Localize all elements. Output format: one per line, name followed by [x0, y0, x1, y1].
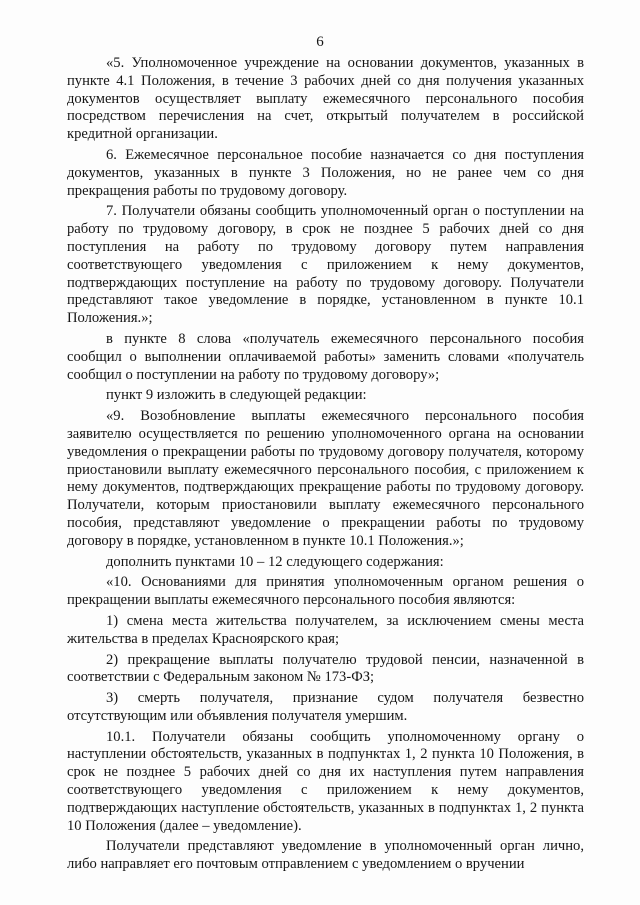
paragraph: «10. Основаниями для принятия уполномоченным органом решения о прекращении выплаты ежемесячного персонального пособия являются: — [67, 574, 584, 609]
paragraph: «5. Уполномоченное учреждение на основании документов, указанных в пункте 4.1 Положения, в течение 3 рабочих дней со дня получения указанных документов осуществляет выплату ежемесячного персонального пособия посредством перечисления на счет, открытый получателем в российской кредитной организации. — [67, 55, 584, 143]
paragraph: «9. Возобновление выплаты ежемесячного персонального пособия заявителю осуществляется по решению уполномоченного органа на основании уведомления о прекращении работы по трудовому договору получателя, которому приостановили выплату ежемесячного персонального пособия, с приложением к нему документов, подтверждающих прекращение работы по трудовому договору. Получатели, которым приостановили выплату ежемесячного персонального пособия, представляют уведомление о прекращении работы по трудовому договору в порядке, установленном в пункте 10.1 Положения.»; — [67, 408, 584, 549]
paragraph: дополнить пунктами 10 – 12 следующего содержания: — [106, 553, 444, 570]
paragraph: 2) прекращение выплаты получателю трудовой пенсии, назначенной в соответствии с Федеральным законом № 173-ФЗ; — [67, 651, 584, 686]
paragraph: 7. Получатели обязаны сообщить уполномоченный орган о поступлении на работу по трудовому договору, в срок не позднее 5 рабочих дней со дня поступления на работу по трудовому договору путем направления соответствующего уведомления с приложением к нему документов, подтверждающих поступление на работу по трудовому договору. Получатели представляют такое уведомление в порядке, установленном в пункте 10.1 Положения.»; — [67, 203, 584, 327]
document-body — [67, 55, 584, 874]
paragraph: в пункте 8 слова «получатель ежемесячного персонального пособия сообщил о выполнении оплачиваемой работы» заменить словами «получатель сообщил о поступлении на работу по трудовому договору»; — [67, 330, 584, 383]
paragraph: Получатели представляют уведомление в уполномоченный орган лично, либо направляет его почтовым отправлением с уведомлением о вручении — [67, 838, 584, 873]
paragraph: 3) смерть получателя, признание судом получателя безвестно отсутствующим или объявления получателя умершим. — [67, 690, 584, 724]
paragraph: пункт 9 изложить в следующей редакции: — [106, 387, 367, 404]
page-number: 6 — [316, 34, 324, 50]
paragraph: 6. Ежемесячное персональное пособие назначается со дня поступления документов, указанных в пункте 3 Положения, но не ранее чем со дня прекращения работы по трудовому договору. — [67, 146, 584, 199]
paragraph: 1) смена места жительства получателем, за исключением смены места жительства в пределах Красноярского края; — [67, 612, 584, 647]
paragraph: 10.1. Получатели обязаны сообщить уполномоченному органу о наступлении обстоятельств, указанных в подпунктах 1, 2 пункта 10 Положения, в срок не позднее 5 рабочих дней со дня их наступления путем направления соответствующего уведомления с приложением к нему документов, подтверждающих наступление обстоятельств, указанных в подпунктах 1, 2 пункта 10 Положения (далее – уведомление). — [67, 728, 584, 834]
